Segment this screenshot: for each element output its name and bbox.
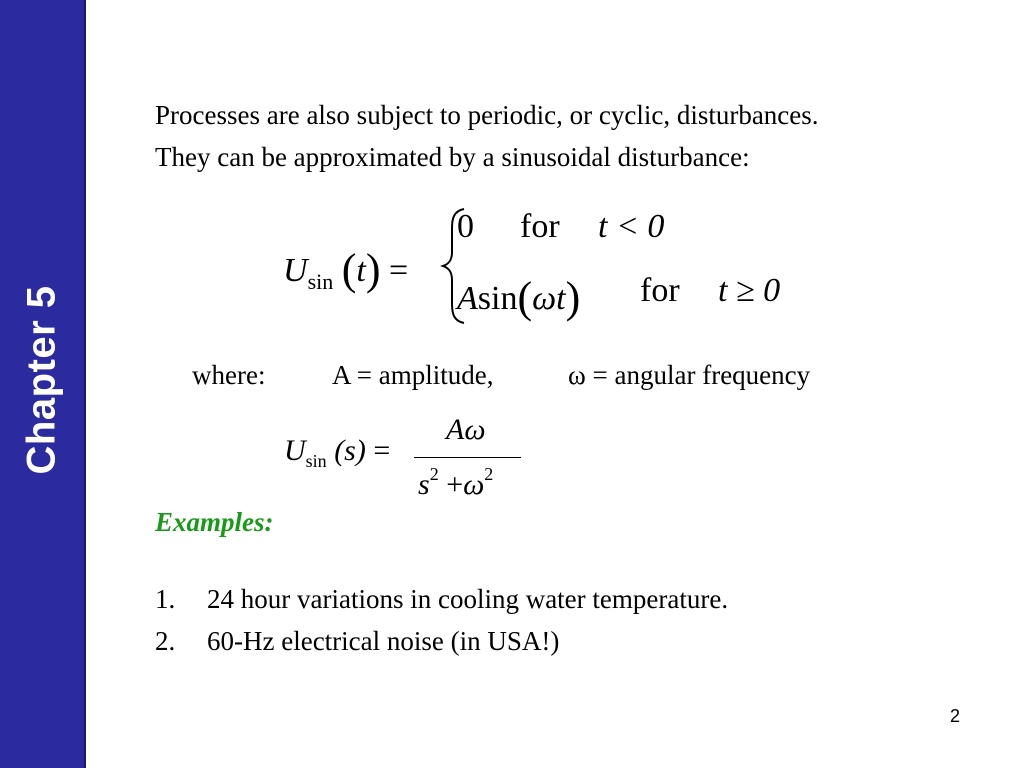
list-item-text: 60-Hz electrical noise (in USA!): [207, 626, 560, 656]
fraction-bar: [414, 457, 521, 458]
equation2-lhs: [284, 434, 390, 472]
case2-condition: t ≥ 0: [718, 272, 781, 309]
eq1-lhs-sub: sin: [307, 269, 334, 294]
intro-text: [155, 94, 819, 178]
denom-s-exp: 2: [429, 464, 439, 484]
case2-for: for: [640, 272, 680, 309]
eq1-lhs-arg: t: [356, 252, 366, 289]
page-number: 2: [950, 706, 961, 726]
list-item-number: 1.: [155, 584, 176, 614]
eq1-equals: =: [389, 252, 409, 289]
case2-func: sin: [477, 280, 518, 317]
case1-condition: t < 0: [598, 208, 665, 245]
intro-line-1: Processes are also subject to periodic, or cyclic, disturbances.: [155, 100, 819, 130]
eq2-numerator: Aω: [446, 413, 486, 446]
where-label: where:: [192, 360, 266, 390]
denom-omega: ω: [463, 468, 485, 501]
eq2-lhs-arg: (s): [334, 434, 366, 467]
denom-s: s: [418, 468, 430, 501]
list-item-text: 24 hour variations in cooling water temperature.: [207, 584, 729, 614]
variable-definitions: [192, 360, 810, 391]
eq2-lhs-sub: sin: [305, 451, 327, 471]
denom-omega-exp: 2: [484, 464, 494, 484]
intro-line-2: They can be approximated by a sinusoidal disturbance:: [155, 142, 750, 172]
denom-plus: +: [446, 468, 464, 501]
eq2-equals: =: [373, 434, 391, 467]
eq2-denominator: [418, 464, 493, 502]
amplitude-definition: A = amplitude,: [332, 360, 494, 390]
examples-heading: Examples:: [155, 507, 274, 537]
list-item: [155, 578, 728, 620]
eq2-lhs-var: U: [284, 434, 306, 467]
chapter-label: Chapter 5: [19, 285, 64, 475]
case1-for: for: [520, 208, 560, 245]
chapter-sidebar: [0, 0, 84, 768]
list-item-number: 2.: [155, 626, 176, 656]
case2-expression: Asin(ωt): [457, 273, 581, 322]
equation1-lhs: $U_{sin}$ (t) =: [283, 245, 409, 294]
sidebar-edge: [84, 0, 86, 768]
list-item: [155, 620, 728, 662]
case1-value: 0: [457, 208, 474, 245]
eq1-lhs-var: U: [283, 252, 308, 289]
examples-list: [155, 578, 728, 662]
frequency-definition: ω = angular frequency: [568, 360, 811, 390]
case2-arg: ωt: [532, 280, 566, 317]
case2-amp: A: [457, 280, 478, 317]
